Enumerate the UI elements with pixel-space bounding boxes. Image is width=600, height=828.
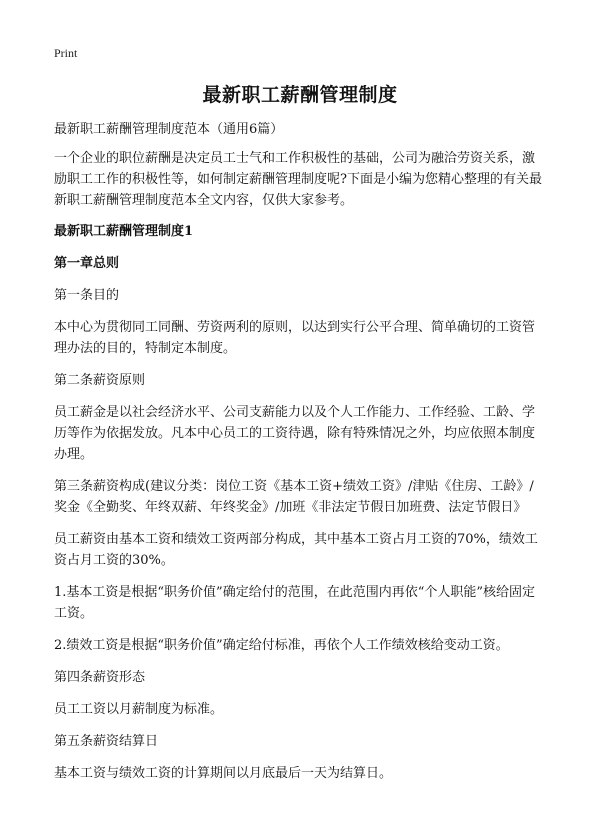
article-3-item-2: 2.绩效工资是根据“职务价值”确定给付标准，再依个人工作绩效核给变动工资。 — [54, 638, 509, 653]
article-5-title: 第五条薪资结算日 — [54, 734, 159, 749]
article-2-body: 员工薪金是以社会经济水平、公司支薪能力以及个人工作能力、工作经验、工龄、学历等作为依据发放。凡本中心员工的工资待遇，除有特殊情况之外，均应依照本制度办理。 — [54, 405, 536, 462]
print-link[interactable]: Print — [54, 46, 78, 60]
article-3-body: 员工薪资由基本工资和绩效工资两部分构成，其中基本工资占月工资的70%，绩效工资占月工资的30%。 — [54, 532, 538, 568]
chapter-heading: 第一章总则 — [54, 256, 120, 271]
article-3-item-1: 1.基本工资是根据“职务价值”确定给付的范围，在此范围内再依“个人职能”核给固定工资。 — [54, 585, 535, 621]
page-title: 最新职工薪酬管理制度 — [202, 84, 398, 106]
article-3-title: 第三条薪资构成(建议分类：岗位工资《基本工资+绩效工资》/津贴《住房、工龄》/奖金《全勤奖、年终双薪、年终奖金》/加班《非法定节假日加班费、法定节假日》 — [54, 479, 534, 515]
document-body — [54, 119, 546, 795]
article-2-title: 第二条薪资原则 — [54, 373, 146, 388]
article-4-title: 第四条薪资形态 — [54, 670, 146, 685]
article-5-body: 基本工资与绩效工资的计算期间以月底最后一天为结算日。 — [54, 766, 393, 781]
intro-paragraph: 一个企业的职位薪酬是决定员工士气和工作积极性的基础，公司为融洽劳资关系，激励职工工作的积极性等，如何制定薪酬管理制度呢?下面是小编为您精心整理的有关最新职工薪酬管理制度范本全文内容，仅供大家参考。 — [54, 151, 542, 208]
article-1-body: 本中心为贯彻同工同酬、劳资两利的原则，以达到实行公平合理、简单确切的工资管理办法的目的，特制定本制度。 — [54, 320, 536, 356]
section-heading: 最新职工薪酬管理制度1 — [54, 224, 194, 239]
article-1-title: 第一条目的 — [54, 288, 120, 303]
article-4-body: 员工工资以月薪制度为标准。 — [54, 702, 224, 717]
doc-subtitle: 最新职工薪酬管理制度范本（通用6篇） — [54, 122, 284, 137]
